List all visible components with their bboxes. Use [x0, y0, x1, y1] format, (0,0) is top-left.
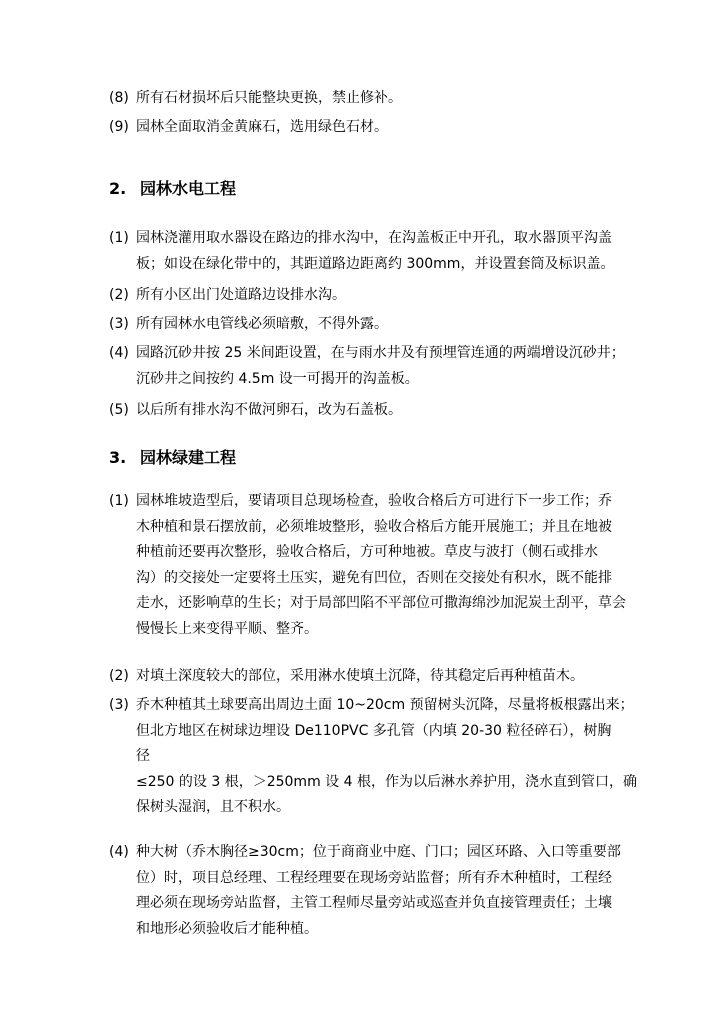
item-text-line: 所有石材损坏后只能整块更换，禁止修补。 — [136, 90, 402, 106]
item-text-line: 走水，还影响草的生长；对于局部凹陷不平部位可撒海绵沙加泥炭土刮平，草会 — [136, 595, 626, 611]
list-item — [109, 840, 639, 942]
item-text-line: 乔木种植其土球要高出周边土面 10~20cm 预留树头沉降，尽量将板根露出来； — [136, 697, 634, 713]
item-text-line: 所有园林水电管线必须暗敷，不得外露。 — [136, 316, 388, 332]
item-text-line: 所有小区出门处道路边设排水沟。 — [136, 287, 346, 303]
section-title: 园林绿建工程 — [140, 448, 237, 467]
item-number: (1) — [109, 493, 129, 509]
item-text-line: 园林全面取消金黄麻石，选用绿色石材。 — [136, 119, 388, 135]
item-text-line: 和地形必须验收后才能种植。 — [136, 920, 318, 937]
item-number: (1) — [109, 230, 129, 246]
item-text-line: 园林浇灌用取水器设在路边的排水沟中，在沟盖板正中开孔，取水器顶平沟盖 — [136, 230, 612, 246]
section-number: 2. — [109, 179, 127, 198]
item-text-line: 理必须在现场旁站监督，主管工程师尽量旁站或巡查并负直接管理责任；土壤 — [136, 895, 612, 911]
item-text-line: 沉砂井之间按约 4.5m 设一可揭开的沟盖板。 — [136, 370, 419, 387]
item-text-line: 径 — [136, 748, 150, 764]
item-number: (8) — [109, 90, 129, 106]
section-title: 园林水电工程 — [140, 179, 237, 198]
item-text-line: 种大树（乔木胸径≥30cm；位于商商业中庭、门口；园区环路、入口等重要部 — [136, 844, 621, 860]
item-number: (2) — [109, 668, 129, 684]
item-text-line: 板；如设在绿化带中的，其距道路边距离约 300mm，并设置套筒及标识盖。 — [136, 255, 615, 272]
item-text-line: 园路沉砂井按 25 米间距设置，在与雨水井及有预埋管连通的两端增设沉砂井； — [136, 345, 625, 361]
item-text-line: 但北方地区在树球边埋设 De110PVC 多孔管（内填 20-30 粒径碎石），树胸 — [136, 722, 612, 739]
list-item — [109, 226, 639, 277]
item-text-line: 对填土深度较大的部位，采用淋水使填土沉降，待其稳定后再种植苗木。 — [136, 668, 584, 684]
section-number: 3. — [109, 448, 127, 467]
item-text-line: 位）时，项目总经理、工程经理要在现场旁站监督；所有乔木种植时，工程经 — [136, 869, 612, 886]
list-item — [109, 115, 639, 141]
item-number: (4) — [109, 844, 129, 860]
list-item — [109, 312, 639, 338]
item-number: (9) — [109, 119, 129, 135]
item-number: (4) — [109, 345, 129, 361]
list-item — [109, 341, 639, 392]
item-number: (2) — [109, 287, 129, 303]
item-text-line: ≤250 的设 3 根，＞250mm 设 4 根，作为以后淋水养护用，浇水直到管口，确 — [136, 773, 637, 790]
list-item — [109, 664, 639, 690]
item-text-line: 种植前还要再次整形，验收合格后，方可种地被。草皮与波打（侧石或排水 — [136, 544, 598, 560]
item-number: (5) — [109, 402, 129, 418]
item-text-line: 保树头湿润，且不积水。 — [136, 799, 290, 815]
section-heading — [109, 446, 236, 470]
list-item — [109, 693, 639, 821]
list-item — [109, 86, 639, 112]
item-text-line: 慢慢长上来变得平顺、整齐。 — [136, 620, 318, 637]
item-text-line: 园林堆坡造型后，要请项目总现场检查，验收合格后方可进行下一步工作；乔 — [136, 493, 612, 509]
list-item — [109, 283, 639, 309]
list-item — [109, 398, 639, 424]
section-heading — [109, 177, 236, 201]
item-text-line: 以后所有排水沟不做河卵石，改为石盖板。 — [136, 402, 402, 418]
list-item — [109, 489, 639, 642]
item-text-line: 木种植和景石摆放前，必须堆坡整形，验收合格后方能开展施工；并且在地被 — [136, 518, 612, 535]
item-number: (3) — [109, 316, 129, 332]
item-number: (3) — [109, 697, 129, 713]
item-text-line: 沟）的交接处一定要将土压实，避免有凹位，否则在交接处有积水，既不能排 — [136, 569, 612, 586]
